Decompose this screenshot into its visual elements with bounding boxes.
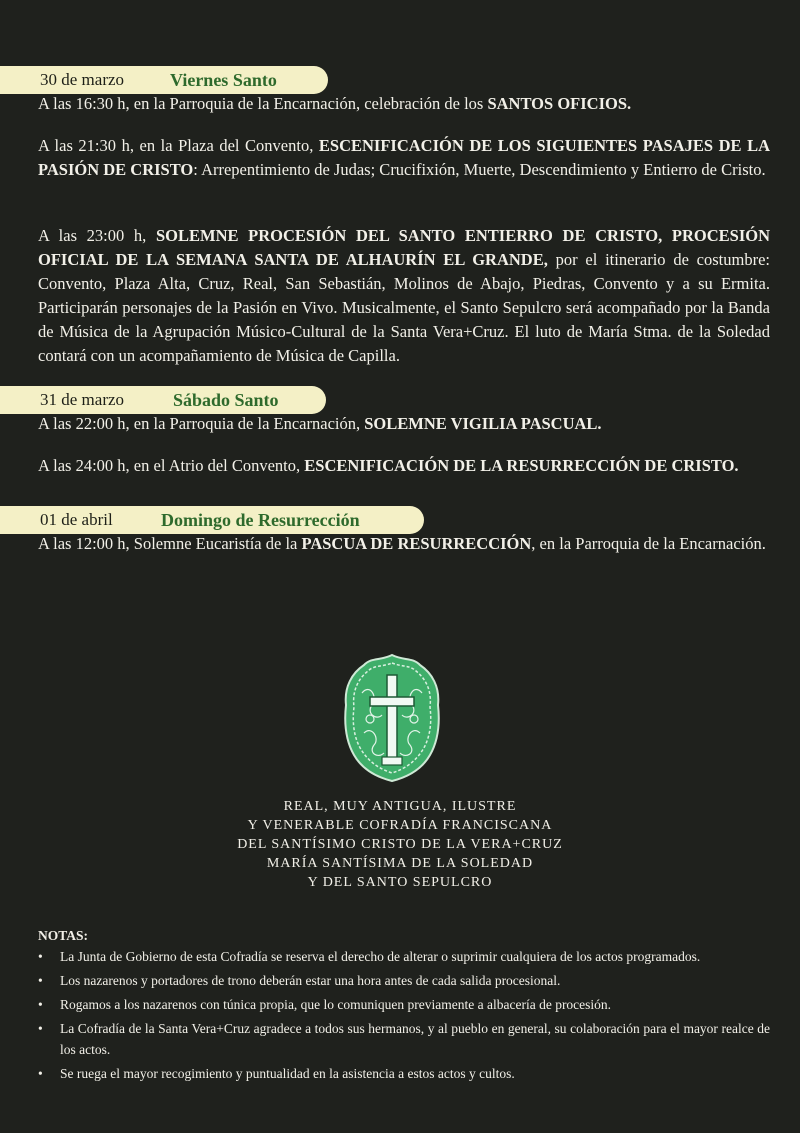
day-date: 01 de abril xyxy=(40,510,113,529)
day-date: 31 de marzo xyxy=(40,390,125,409)
notes-title: NOTAS: xyxy=(38,928,89,943)
day-name: Viernes Santo xyxy=(170,69,277,90)
day-header-pill xyxy=(0,66,328,94)
motto-line: DEL SANTÍSIMO CRISTO DE LA VERA+CRUZ xyxy=(237,837,563,852)
motto-line: Y DEL SANTO SEPULCRO xyxy=(307,875,493,890)
day-header-pill xyxy=(0,506,424,534)
motto-line: MARÍA SANTÍSIMA DE LA SOLEDAD xyxy=(266,856,534,871)
event-paragraph: A las 16:30 h, en la Parroquia de la Encarnación, celebración de los SANTOS OFICIOS. xyxy=(38,94,632,113)
notes-list xyxy=(38,946,770,1087)
event-paragraph: A las 24:00 h, en el Atrio del Convento, ESCENIFICACIÓN DE LA RESURRECCIÓN DE CRISTO. xyxy=(38,456,739,475)
note-item: • Se ruega el mayor recogimiento y puntualidad en la asistencia a estos actos y cultos. xyxy=(38,1063,770,1084)
event-paragraph: A las 23:00 h, SOLEMNE PROCESIÓN DEL SANTO ENTIERRO DE CRISTO, PROCESIÓN OFICIAL DE LA SEMANA SANTA DE ALHAURÍN EL GRANDE, por el itinerario de costumbre: Convento, Plaza Alta, Cruz, Real, San Sebastián, Molinos de Abajo, Piedras, Convento y a su Ermita. Participarán personajes de la Pasión en Vivo. Musicalmente, el Santo Sepulcro será acompañado por la Banda de Música de la Agrupación Músico-Cultural de la Santa Vera+Cruz. El luto de María Stma. de la Soledad contará con un acompañamiento de Música de Capilla. xyxy=(38,226,770,365)
day-name: Sábado Santo xyxy=(173,389,279,410)
cross-shield-emblem-icon xyxy=(342,653,442,783)
day-name: Domingo de Resurrección xyxy=(161,509,360,530)
motto-line: Y VENERABLE COFRADÍA FRANCISCANA xyxy=(247,818,553,833)
confraternity-title xyxy=(200,797,600,892)
event-paragraph: A las 21:30 h, en la Plaza del Convento, ESCENIFICACIÓN DE LOS SIGUIENTES PASAJES DE LA PASIÓN DE CRISTO: Arrepentimiento de Judas; Crucifixión, Muerte, Descendimiento y Entierro de Cristo. xyxy=(38,136,771,179)
day-date: 30 de marzo xyxy=(40,70,125,89)
note-item: • Rogamos a los nazarenos con túnica propia, que lo comuniquen previamente a albacería de procesión. xyxy=(38,994,770,1015)
note-item: • La Junta de Gobierno de esta Cofradía se reserva el derecho de alterar o suprimir cualquiera de los actos programados. xyxy=(38,946,770,967)
motto-line: REAL, MUY ANTIGUA, ILUSTRE xyxy=(283,799,517,814)
day-header-pill xyxy=(0,386,326,414)
event-paragraph: A las 22:00 h, en la Parroquia de la Encarnación, SOLEMNE VIGILIA PASCUAL. xyxy=(38,414,602,433)
event-paragraph: A las 12:00 h, Solemne Eucaristía de la PASCUA DE RESURRECCIÓN, en la Parroquia de la Encarnación. xyxy=(38,534,766,553)
note-item: • Los nazarenos y portadores de trono deberán estar una hora antes de cada salida procesional. xyxy=(38,970,770,991)
note-item: • La Cofradía de la Santa Vera+Cruz agradece a todos sus hermanos, y al pueblo en general, su colaboración para el mayor realce de los actos. xyxy=(38,1018,770,1060)
